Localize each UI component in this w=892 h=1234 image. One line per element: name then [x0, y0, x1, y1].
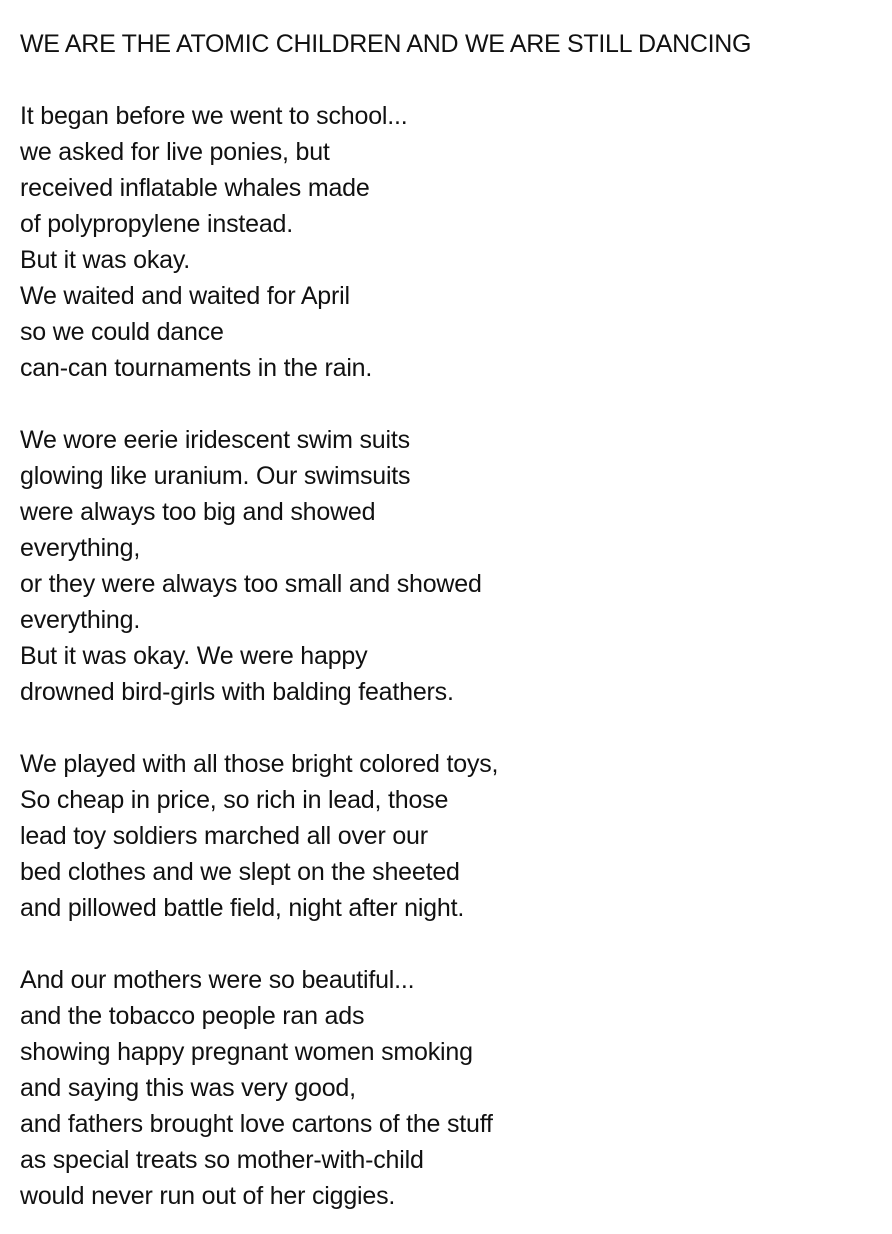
poem-line: received inflatable whales made: [20, 174, 370, 202]
poem-line: lead toy soldiers marched all over our: [20, 822, 428, 850]
poem-line: and saying this was very good,: [20, 1074, 356, 1102]
poem-line: would never run out of her ciggies.: [20, 1182, 396, 1210]
stanza-3: [20, 746, 892, 926]
poem-line: everything.: [20, 606, 141, 634]
poem-line: We wore eerie iridescent swim suits: [20, 426, 410, 454]
poem-line: and pillowed battle field, night after night.: [20, 894, 465, 922]
poem-line: We played with all those bright colored toys,: [20, 750, 499, 778]
poem-document: [20, 26, 892, 1214]
poem-line: everything,: [20, 534, 141, 562]
poem-line: But it was okay. We were happy: [20, 642, 368, 670]
poem-title: WE ARE THE ATOMIC CHILDREN AND WE ARE STILL DANCING: [20, 30, 752, 58]
poem-line: glowing like uranium. Our swimsuits: [20, 462, 411, 490]
poem-line: It began before we went to school...: [20, 102, 408, 130]
poem-line: So cheap in price, so rich in lead, those: [20, 786, 449, 814]
poem-line: so we could dance: [20, 318, 224, 346]
poem-line: or they were always too small and showed: [20, 570, 482, 598]
poem-line: of polypropylene instead.: [20, 210, 293, 238]
poem-line: drowned bird-girls with balding feathers.: [20, 678, 454, 706]
poem-line: and the tobacco people ran ads: [20, 1002, 365, 1030]
poem-line: And our mothers were so beautiful...: [20, 966, 415, 994]
poem-line: were always too big and showed: [20, 498, 376, 526]
poem-line: as special treats so mother-with-child: [20, 1146, 424, 1174]
poem-line: bed clothes and we slept on the sheeted: [20, 858, 460, 886]
poem-line: can-can tournaments in the rain.: [20, 354, 373, 382]
poem-line: But it was okay.: [20, 246, 191, 274]
poem-line: and fathers brought love cartons of the stuff: [20, 1110, 493, 1138]
stanza-1: [20, 98, 892, 386]
poem-line: We waited and waited for April: [20, 282, 350, 310]
stanza-2: [20, 422, 892, 710]
poem-line: showing happy pregnant women smoking: [20, 1038, 473, 1066]
stanza-4: [20, 962, 892, 1214]
poem-line: we asked for live ponies, but: [20, 138, 330, 166]
